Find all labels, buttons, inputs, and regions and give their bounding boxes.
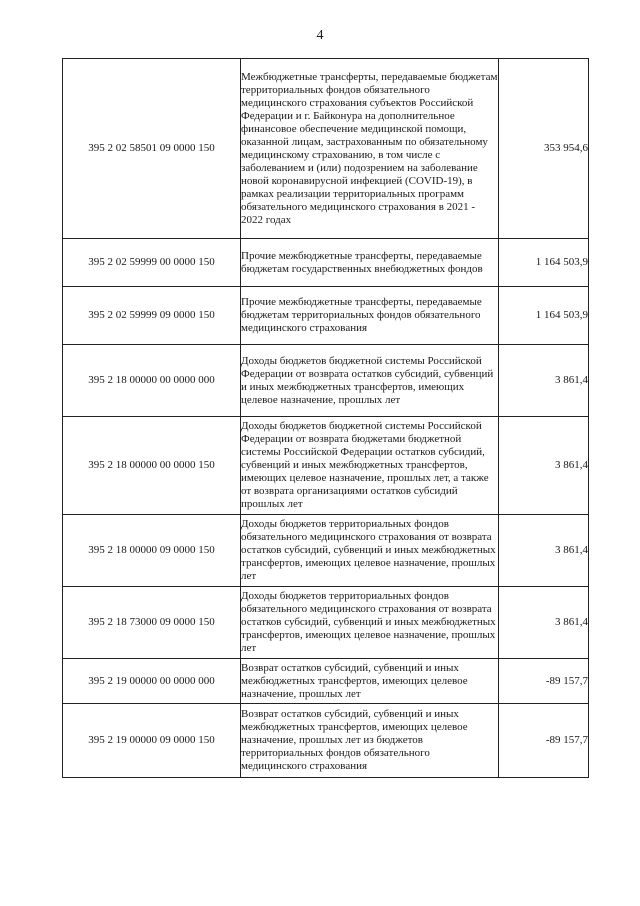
revenue-name-cell: Прочие межбюджетные трансферты, передаваемые бюджетам территориальных фондов обязательного медицинского страхования: [241, 287, 499, 345]
table-row: [63, 239, 589, 287]
table-row: [63, 587, 589, 659]
amount-cell: 1 164 503,9: [499, 287, 589, 345]
budget-code-cell: 395 2 19 00000 09 0000 150: [63, 704, 241, 778]
amount-cell: -89 157,7: [499, 704, 589, 778]
table-row: [63, 59, 589, 239]
amount-cell: 3 861,4: [499, 515, 589, 587]
amount-cell: 3 861,4: [499, 345, 589, 417]
budget-code-cell: 395 2 02 58501 09 0000 150: [63, 59, 241, 239]
budget-code-cell: 395 2 18 00000 00 0000 000: [63, 345, 241, 417]
budget-code-cell: 395 2 18 00000 00 0000 150: [63, 417, 241, 515]
table-row: [63, 659, 589, 704]
revenue-name-cell: Доходы бюджетов территориальных фондов обязательного медицинского страхования от возврата остатков субсидий, субвенций и иных межбюджетных трансфертов, имеющих целевое назначение, прошлых лет: [241, 587, 499, 659]
table-row: [63, 417, 589, 515]
budget-code-cell: 395 2 19 00000 00 0000 000: [63, 659, 241, 704]
revenue-name-cell: Доходы бюджетов бюджетной системы Российской Федерации от возврата остатков субсидий, субвенций и иных межбюджетных трансфертов, имеющих целевое назначение, прошлых лет: [241, 345, 499, 417]
revenue-name-cell: Возврат остатков субсидий, субвенций и иных межбюджетных трансфертов, имеющих целевое назначение, прошлых лет из бюджетов территориальных фондов обязательного медицинского страхования: [241, 704, 499, 778]
table-row: [63, 345, 589, 417]
revenue-name-cell: Прочие межбюджетные трансферты, передаваемые бюджетам государственных внебюджетных фондов: [241, 239, 499, 287]
budget-code-cell: 395 2 18 00000 09 0000 150: [63, 515, 241, 587]
amount-cell: -89 157,7: [499, 659, 589, 704]
table-row: [63, 704, 589, 778]
amount-cell: 353 954,6: [499, 59, 589, 239]
budget-revenue-table: [62, 58, 589, 778]
budget-code-cell: 395 2 02 59999 09 0000 150: [63, 287, 241, 345]
table-row: [63, 515, 589, 587]
amount-cell: 1 164 503,9: [499, 239, 589, 287]
budget-code-cell: 395 2 18 73000 09 0000 150: [63, 587, 241, 659]
page-number: 4: [316, 28, 324, 43]
amount-cell: 3 861,4: [499, 587, 589, 659]
revenue-name-cell: Доходы бюджетов бюджетной системы Российской Федерации от возврата бюджетами бюджетной системы Российской Федерации остатков субсидий, субвенций и иных межбюджетных трансфертов, имеющих целевое назначение, прошлых лет, а также от возврата организациями остатков субсидий прошлых лет: [241, 417, 499, 515]
budget-code-cell: 395 2 02 59999 00 0000 150: [63, 239, 241, 287]
revenue-name-cell: Межбюджетные трансферты, передаваемые бюджетам территориальных фондов обязательного медицинского страхования субъектов Российской Федерации и г. Байконура на дополнительное финансовое обеспечение медицинской помощи, оказанной лицам, застрахованным по обязательному медицинскому страхованию, в том числе с заболеванием и (или) подозрением на заболевание новой коронавирусной инфекцией (COVID-19), в рамках реализации территориальных программ обязательного медицинского страхования в 2021 - 2022 годах: [241, 59, 499, 239]
revenue-name-cell: Возврат остатков субсидий, субвенций и иных межбюджетных трансфертов, имеющих целевое назначение, прошлых лет: [241, 659, 499, 704]
revenue-name-cell: Доходы бюджетов территориальных фондов обязательного медицинского страхования от возврата остатков субсидий, субвенций и иных межбюджетных трансфертов, имеющих целевое назначение, прошлых лет: [241, 515, 499, 587]
table-row: [63, 287, 589, 345]
amount-cell: 3 861,4: [499, 417, 589, 515]
